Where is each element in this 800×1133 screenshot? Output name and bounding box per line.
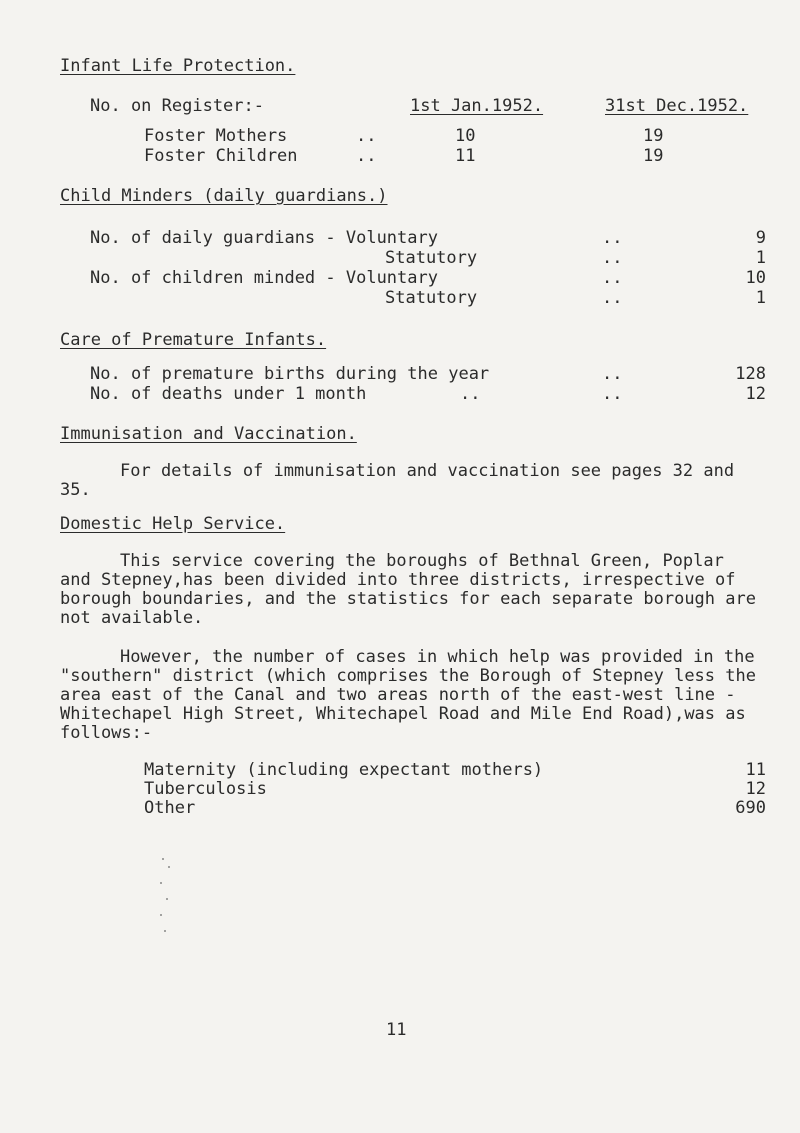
- daily-guardians-voluntary-label: No. of daily guardians - Voluntary: [90, 228, 438, 248]
- daily-guardians-voluntary-value: 9: [755, 228, 766, 248]
- col-dec-header: 31st Dec.1952.: [605, 96, 749, 116]
- deaths-value: 12: [745, 384, 766, 404]
- paper-speck: [164, 930, 166, 932]
- premature-births-dots: ..: [602, 364, 623, 384]
- immunisation-heading: Immunisation and Vaccination.: [60, 424, 357, 444]
- paper-speck: [168, 866, 170, 868]
- infant-heading: Infant Life Protection.: [60, 56, 296, 76]
- deaths-label: No. of deaths under 1 month: [90, 384, 367, 404]
- paper-speck: [160, 882, 162, 884]
- foster-mothers-jan: 10: [455, 126, 476, 146]
- daily-guardians-statutory-label: Statutory: [385, 248, 478, 268]
- foster-children-label: Foster Children: [144, 146, 298, 166]
- domestic-paragraph-2: [60, 648, 760, 743]
- children-minded-voluntary-value: 10: [745, 268, 766, 288]
- foster-mothers-dec: 19: [643, 126, 664, 146]
- tuberculosis-value: 12: [745, 779, 766, 799]
- register-label: No. on Register:-: [90, 96, 264, 116]
- children-minded-voluntary-dots: ..: [602, 268, 623, 288]
- domestic-paragraph-1: [60, 552, 760, 628]
- child-minders-heading: Child Minders (daily guardians.): [60, 186, 388, 206]
- immunisation-paragraph: [60, 462, 760, 500]
- children-minded-voluntary-label: No. of children minded - Voluntary: [90, 268, 438, 288]
- foster-mothers-label: Foster Mothers: [144, 126, 288, 146]
- paper-speck: [162, 858, 164, 860]
- tuberculosis-label: Tuberculosis: [144, 779, 267, 799]
- col-jan-header: 1st Jan.1952.: [410, 96, 544, 116]
- premature-heading: Care of Premature Infants.: [60, 330, 327, 350]
- other-value: 690: [735, 798, 766, 818]
- foster-children-dots: ..: [356, 146, 377, 166]
- children-minded-statutory-value: 1: [755, 288, 766, 308]
- paper-speck: [166, 898, 168, 900]
- domestic-para2-text: However, the number of cases in which help was provided in the "southern" district (which comprises the Borough of Stepney less the area east of the Canal and two areas north of the east-west line - Whitechapel High Street, Whitechapel Road and Mile End Road),was as follows:-: [60, 647, 756, 743]
- daily-guardians-statutory-dots: ..: [602, 248, 623, 268]
- paper-speck: [160, 914, 162, 916]
- daily-guardians-statutory-value: 1: [755, 248, 766, 268]
- page-number: 11: [386, 1020, 407, 1040]
- foster-children-dec: 19: [643, 146, 664, 166]
- immunisation-text: For details of immunisation and vaccination see pages 32 and 35.: [60, 461, 735, 500]
- children-minded-statutory-dots: ..: [602, 288, 623, 308]
- domestic-heading: Domestic Help Service.: [60, 514, 286, 534]
- deaths-dots: ..: [602, 384, 623, 404]
- daily-guardians-voluntary-dots: ..: [602, 228, 623, 248]
- maternity-label: Maternity (including expectant mothers): [144, 760, 544, 780]
- other-label: Other: [144, 798, 196, 818]
- premature-births-value: 128: [735, 364, 766, 384]
- domestic-para1-text: This service covering the boroughs of Bethnal Green, Poplar and Stepney,has been divided into three districts, irrespective of borough boundaries, and the statistics for each separate borough are not available.: [60, 551, 756, 628]
- foster-mothers-dots: ..: [356, 126, 377, 146]
- foster-children-jan: 11: [455, 146, 476, 166]
- maternity-value: 11: [745, 760, 766, 780]
- children-minded-statutory-label: Statutory: [385, 288, 478, 308]
- premature-births-label: No. of premature births during the year: [90, 364, 490, 384]
- deaths-dots-inner: ..: [460, 384, 481, 404]
